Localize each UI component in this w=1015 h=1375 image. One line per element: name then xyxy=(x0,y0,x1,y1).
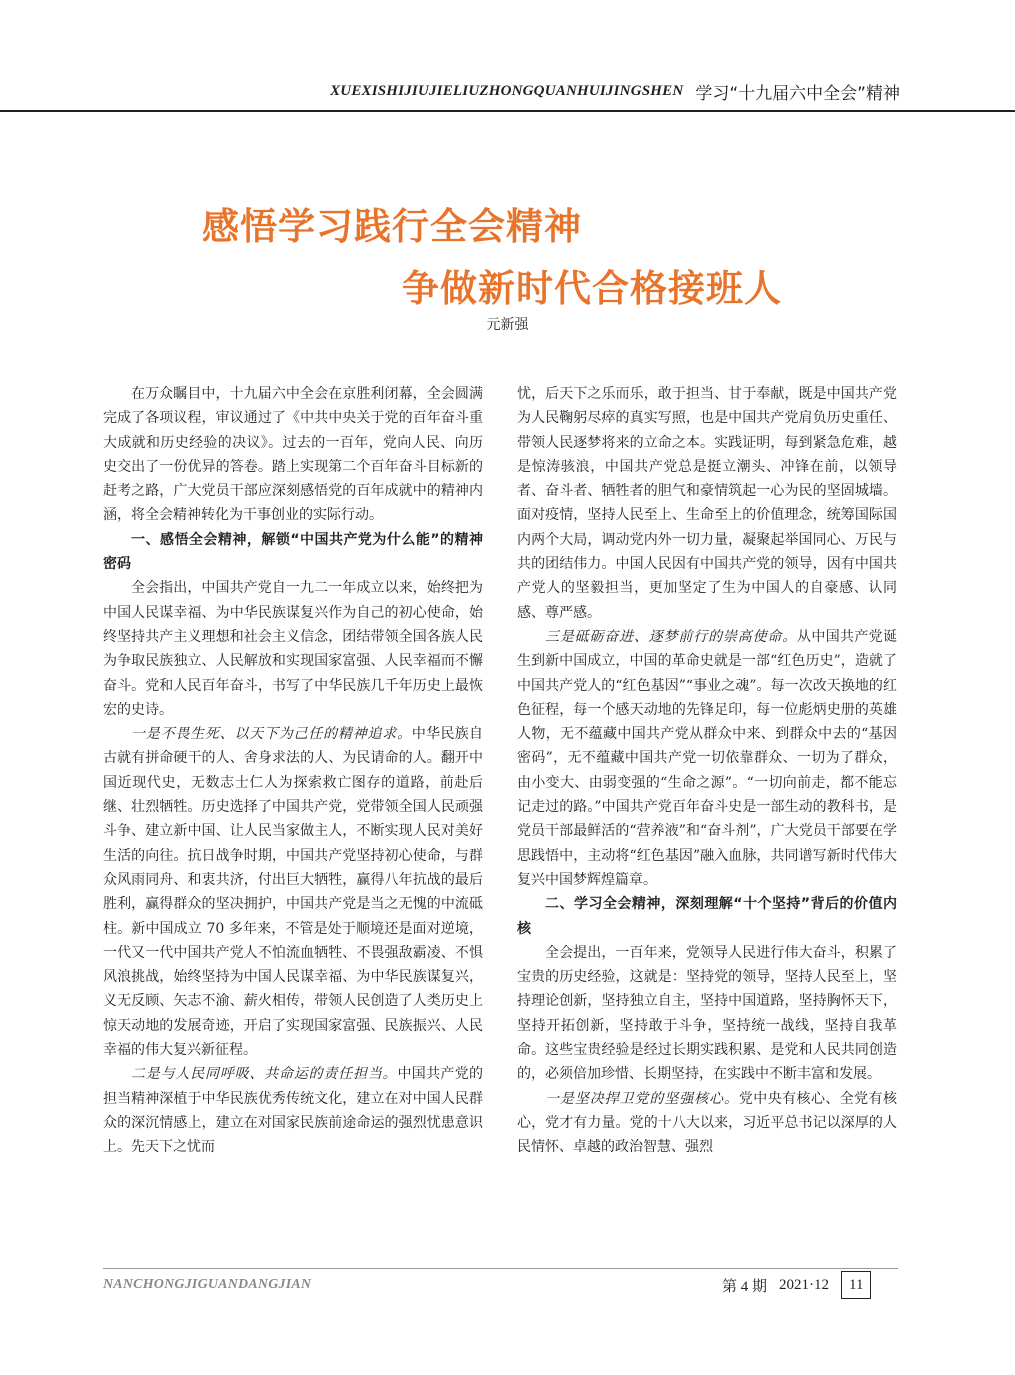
page-number: 11 xyxy=(841,1271,871,1299)
article-title-line2: 争做新时代合格接班人 xyxy=(402,267,782,310)
point-text: 中华民族自古就有拼命硬干的人、舍身求法的人、为民请命的人。翻开中国近现代史，无数志士仁人为探索救亡图存的道路，前赴后继、壮烈牺牲。历史选择了中国共产党，党带领全国人民顽强斗争、建立新中国、让人民当家做主人，不断实现人民对美好生活的向往。抗日战争时期，中国共产党坚持初心使命，与群众风雨同舟、和衷共济，付出巨大牺牲，赢得八年抗战的最后胜利，赢得群众的坚决拥护，中国共产党是当之无愧的中流砥柱。新中国成立 70 多年来，不管是处于顺境还是面对逆境，一代又一代中国共产党人不怕流血牺牲、不畏强敌霸凌、不惧风浪挑战，始终坚持为中国人民谋幸福、为中华民族谋复兴，义无反顾、矢志不渝、薪火相传，带领人民创造了人类历史上惊天动地的发展奇迹，开启了实现国家富强、民族振兴、人民幸福的伟大复兴新征程。 xyxy=(103,726,483,1059)
section-heading-2: 二、学习全会精神，深刻理解“十个坚持”背后的价值内核 xyxy=(517,896,897,937)
issue-date: 2021·12 xyxy=(779,1276,830,1293)
paragraph-point-4 xyxy=(517,1087,897,1160)
point-lead: 二是与人民同呼吸、共命运的责任担当。 xyxy=(131,1066,398,1083)
header-pinyin: XUEXISHIJIUJIELIUZHONGQUANHUIJINGSHEN xyxy=(330,82,684,99)
footer-journal-name: NANCHONGJIGUANDANGJIAN xyxy=(103,1277,312,1292)
footer-rule xyxy=(103,1268,898,1269)
running-header xyxy=(0,74,900,108)
paragraph-body: 全会提出，一百年来，党领导人民进行伟大奋斗，积累了宝贵的历史经验，这就是：坚持党的领导，坚持人民至上，坚持理论创新，坚持独立自主，坚持中国道路，坚持胸怀天下，坚持开拓创新，坚持敢于斗争，坚持统一战线，坚持自我革命。这些宝贵经验是经过长期实践积累、是党和人民共同创造的，必须倍加珍惜、长期坚持，在实践中不断丰富和发展。 xyxy=(517,944,897,1083)
footer-issue-info xyxy=(722,1270,871,1300)
point-lead: 三是砥砺奋进、逐梦前行的崇高使命。 xyxy=(545,628,798,645)
header-section-title: 学习“十九届六中全会”精神 xyxy=(695,83,900,104)
point-text: 从中国共产党诞生到新中国成立，中国的革命史就是一部“红色历史”，造就了中国共产党人的“红色基因”“事业之魂”。每一次改天换地的红色征程，每一个感天动地的先锋足印，每一位彪炳史册的英雄人物，无不蕴藏中国共产党从群众中来、到群众中去的“基因密码”，无不蕴藏中国共产党一切依靠群众、一切为了群众，由小变大、由弱变强的“生命之源”。“一切向前走，都不能忘记走过的路。”中国共产党百年奋斗史是一部生动的教科书，是党员干部最鲜活的“营养液”和“奋斗剂”，广大党员干部要在学思践悟中，主动将“红色基因”融入血脉，共同谱写新时代伟大复兴中国梦辉煌篇章。 xyxy=(517,628,897,888)
paragraph-body: 全会指出，中国共产党自一九二一年成立以来，始终把为中国人民谋幸福、为中华民族谋复兴作为自己的初心使命，始终坚持共产主义理想和社会主义信念，团结带领全国各族人民为争取民族独立、人民解放和实现国家富强、人民幸福而不懈奋斗。党和人民百年奋斗，书写了中华民族几千年历史上最恢宏的史诗。 xyxy=(103,580,483,718)
section-heading-1: 一、感悟全会精神，解锁“中国共产党为什么能”的精神密码 xyxy=(103,531,483,573)
paragraph-point-2 xyxy=(103,1062,483,1159)
paragraph-point-3 xyxy=(517,625,897,892)
point-lead: 一是坚决捍卫党的坚强核心。 xyxy=(545,1090,739,1107)
point-lead: 一是不畏生死、以天下为己任的精神追求。 xyxy=(131,726,412,743)
paragraph-point-1 xyxy=(103,722,483,1062)
text-column-left xyxy=(103,382,483,1268)
issue-number: 第 4 期 xyxy=(722,1278,768,1295)
point-text: 党中央有核心、全党有核心，党才有力量。党的十八大以来，习近平总书记以深厚的人民情怀、卓越的政治智慧、强烈 xyxy=(517,1090,897,1156)
header-rule xyxy=(0,110,1015,112)
paragraph-continued: 忧，后天下之乐而乐，敢于担当、甘于奉献，既是中国共产党为人民鞠躬尽瘁的真实写照，也是中国共产党肩负历史重任、带领人民逐梦将来的立命之本。实践证明，每到紧急危难，越是惊涛骇浪，中国共产党总是挺立潮头、冲锋在前，以领导者、奋斗者、牺牲者的胆气和豪情筑起一心为民的坚固城墙。面对疫情，坚持人民至上、生命至上的价值理念，统筹国际国内两个大局，调动党内外一切力量，凝聚起举国同心、万民与共的团结伟力。中国人民因有中国共产党的领导，因有中国共产党人的坚毅担当，更加坚定了生为中国人的自豪感、认同感、尊严感。 xyxy=(517,386,897,621)
article-title-line1: 感悟学习践行全会精神 xyxy=(202,205,582,248)
article-author: 元新强 xyxy=(486,317,529,333)
text-column-right xyxy=(517,382,897,1268)
paragraph-intro: 在万众瞩目中，十九届六中全会在京胜利闭幕，全会圆满完成了各项议程，审议通过了《中共中央关于党的百年奋斗重大成就和历史经验的决议》。过去的一百年，党向人民、向历史交出了一份优异的答卷。踏上实现第二个百年奋斗目标新的赶考之路，广大党员干部应深刻感悟党的百年成就中的精神内涵，将全会精神转化为干事创业的实际行动。 xyxy=(103,386,483,524)
point-text: 中国共产党的担当精神深植于中华民族优秀传统文化，建立在对中国人民群众的深沉情感上，建立在对国家民族前途命运的强烈忧患意识上。先天下之忧而 xyxy=(103,1066,483,1156)
